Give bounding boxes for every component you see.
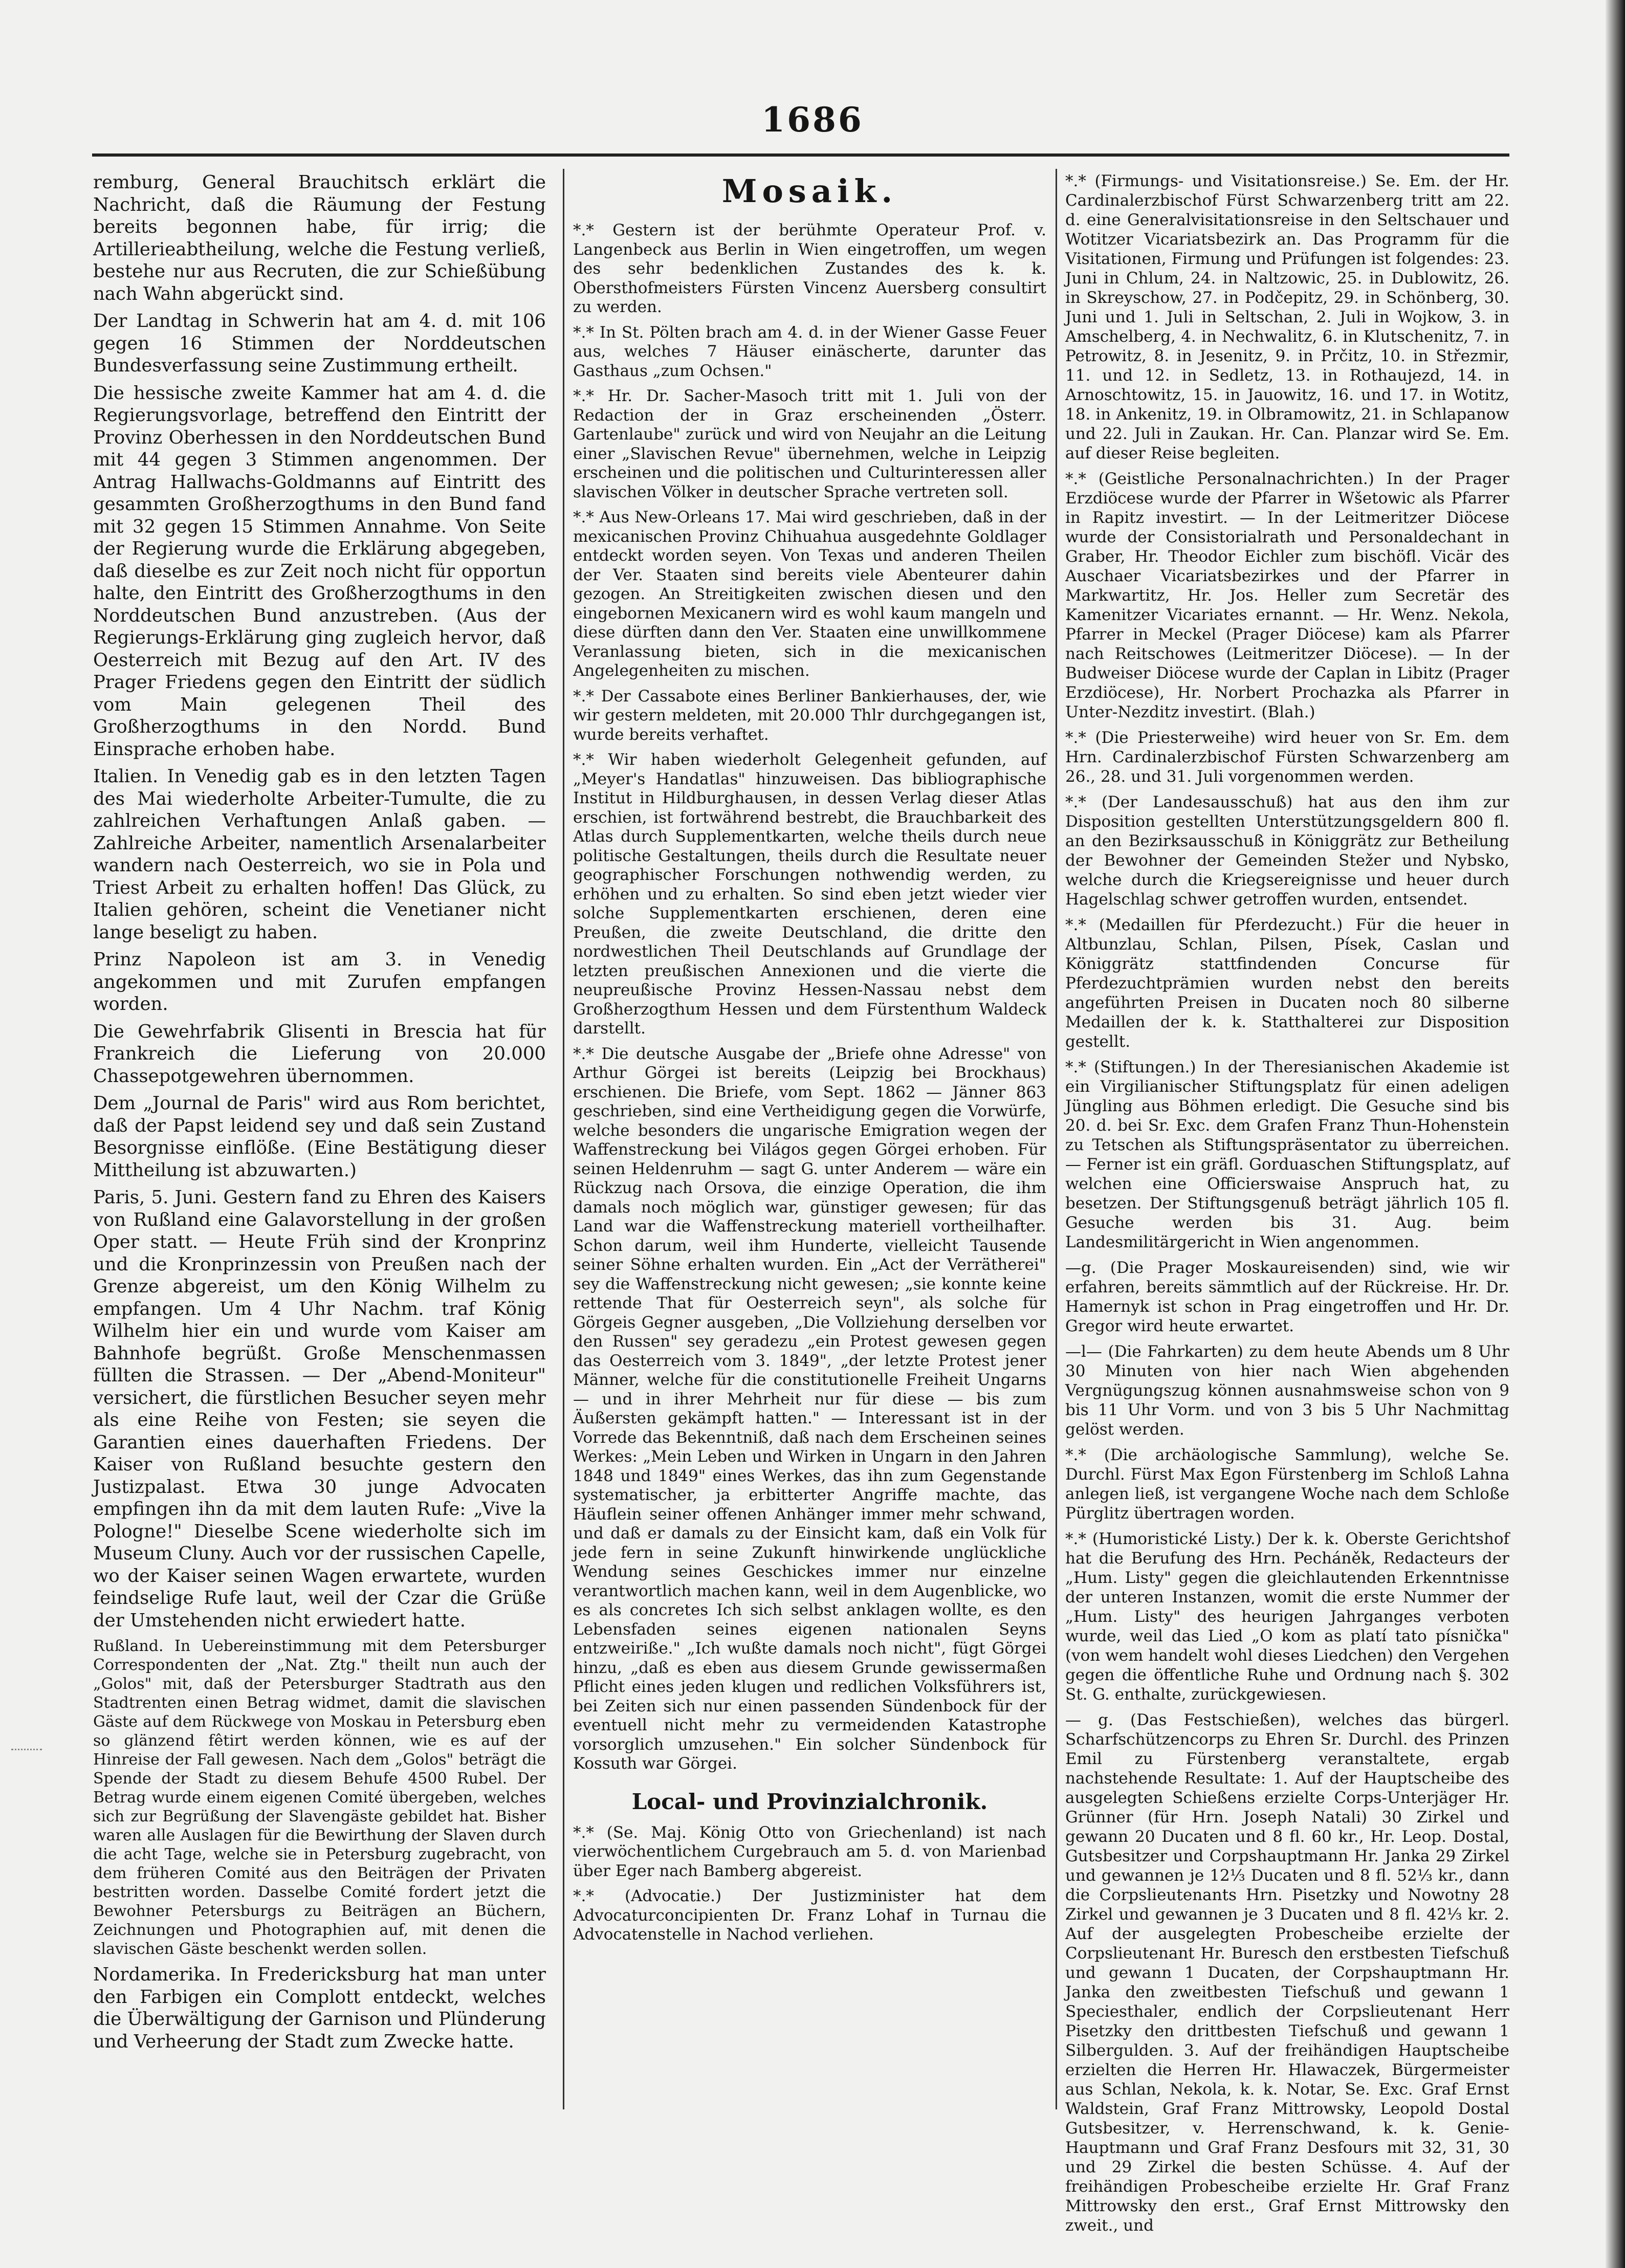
news-item: — g. (Das Festschießen), welches das bürgerl. Scharfschützencorps zu Ehren Sr. Durchl. des Prinzen Emil zu Fürstenberg veranstaltete, ergab nachstehende Resultate: 1. Auf der Hauptscheibe des ausgelegten Schießens erzielte Corps-Unterjäger Hr. Grünner (für Hrn. Joseph Natali) 30 Zirkel und gewann 20 Ducaten und 8 fl. 60 kr., Hr. Leop. Dostal, Gutsbesitzer und Corpshauptmann Hr. Janka 29 Zirkel und gewannen je 12⅓ Ducaten und 8 fl. 52⅓ kr., dann die Corpslieutenants Hrn. Pisetzky und Nowotny 28 Zirkel und gewannen je 3 Ducaten und 8 fl. 42⅓ kr. 2. Auf der ausgelegten Probescheibe erzielte der Corpslieutenant Hr. Buresch den erstbesten Tiefschuß und gewann 1 Ducaten, der Corpshauptmann Hr. Janka den zweitbesten Tiefschuß und gewann 1 Speciesthaler, endlich der Corpslieutenant Herr Pisetzky den drittbesten Tiefschuß und gewann 1 Silbergulden. 3. Auf der freihändigen Hauptscheibe erzielten die Herren Hr. Hlawaczek, Bürgermeister aus Schlan, Nekola, k. k. Notar, Se. Exc. Graf Ernst Waldstein, Graf Franz Mittrowsky, Leopold Dostal Gutsbesitzer, v. Herrenschwand, k. k. Genie-Hauptmann und Graf Franz Desfours mit 32, 31, 30 und 29 Zirkel die besten Schüsse. 4. Auf der freihändigen Probescheibe erzielte Hr. Graf Franz Mittrowsky den erst., Graf Ernst Mittrowsky den zweit., und bbox=[1065, 1711, 1509, 2235]
paragraph: Die Gewehrfabrik Glisenti in Brescia hat für Frankreich die Lieferung von 20.000 Chassepotgewehren übernommen. bbox=[93, 1021, 546, 1087]
paragraph: Die hessische zweite Kammer hat am 4. d. die Regierungsvorlage, betreffend den Eintritt der Provinz Oberhessen in den Norddeutschen Bund mit 44 gegen 3 Stimmen angenommen. Der Antrag Hallwachs-Goldmanns auf Eintritt des gesammten Großherzogthums in den Bund fand mit 32 gegen 15 Stimmen Annahme. Von Seite der Regierung wurde die Erklärung abgegeben, daß dieselbe es zur Zeit noch nicht für opportun halte, den Eintritt des Großherzogthums in den Norddeutschen Bund anzustreben. (Aus der Regierungs-Erklärung ging zugleich hervor, daß Oesterreich mit Bezug auf den Art. IV des Prager Friedens gegen den Eintritt der südlich vom Main gelegenen Theil des Großherzogthums in den Nordd. Bund Einsprache erhoben habe. bbox=[93, 382, 546, 760]
page-edge-shadow bbox=[1606, 0, 1625, 2268]
paragraph: Paris, 5. Juni. Gestern fand zu Ehren des Kaisers von Rußland eine Galavorstellung in der großen Oper statt. — Heute Früh sind der Kronprinz und die Kronprinzessin von Preußen nach der Grenze abgereist, um den König Wilhelm zu empfangen. Um 4 Uhr Nachm. traf König Wilhelm hier ein und wurde vom Kaiser am Bahnhofe begrüßt. Große Menschenmassen füllten die Strassen. — Der „Abend-Moniteur" versichert, die fürstlichen Besucher seyen mehr als eine Reihe von Festen; sie seyen die Garantien eines dauerhaften Friedens. Der Kaiser von Rußland besuchte gestern den Justizpalast. Etwa 30 junge Advocaten empfingen ihn da mit dem lauten Rufe: „Vive la Pologne!" Dieselbe Scene wiederholte sich im Museum Cluny. Auch vor der russischen Capelle, wo der Kaiser seinen Wagen erwartete, wurden feindselige Rufe laut, weil der Czar die Grüße der Umstehenden nicht erwiedert hatte. bbox=[93, 1187, 546, 1631]
section-title-chronicle: Local- und Provinzialchronik. bbox=[631, 1789, 988, 1814]
news-item: *.* (Die Priesterweihe) wird heuer von Sr. Em. dem Hrn. Cardinalerzbischof Fürsten Schwarzenberg am 26., 28. und 31. Juli vorgenommen werden. bbox=[1065, 729, 1509, 786]
news-item: *.* Gestern ist der berühmte Operateur Prof. v. Langenbeck aus Berlin in Wien eingetroffen, um wegen des sehr bedenklichen Zustandes des k. k. Obersthofmeisters Fürsten Vincenz Auersberg consultirt zu werden. bbox=[573, 221, 1046, 316]
news-item: *.* (Die archäologische Sammlung), welche Se. Durchl. Fürst Max Egon Fürstenberg im Schloß Lahna anlegen ließ, ist vergangene Woche nach dem Schloße Pürglitz übertragen worden. bbox=[1065, 1446, 1509, 1523]
paragraph-russia: Rußland. In Uebereinstimmung mit dem Petersburger Correspondenten der „Nat. Ztg." theilt nun auch der „Golos" mit, daß der Petersburger Stadtrath aus den Stadtrenten einen Betrag widmet, damit die slavischen Gäste auf dem Rückwege von Moskau in Petersburg eben so glänzend fêtirt werden können, wie es auf der Hinreise der Fall gewesen. Nach dem „Golos" beträgt die Spende der Stadt zu diesem Behufe 4500 Rubel. Der Betrag wurde einem eigenen Comité übergeben, welches sich zur Begrüßung der Slavengäste gebildet hat. Bisher waren alle Auslagen für die Bewirthung der Slaven durch die acht Tage, welche sie in Petersburg zugebracht, von dem früheren Comité aus den Beiträgen der Privaten bestritten worden. Dasselbe Comité fordert jetzt die Bewohner Petersburgs zu Beiträgen an Büchern, Zeichnungen und Photographien auf, mit denen die slavischen Gäste beschenkt werden sollen. bbox=[93, 1637, 546, 1958]
news-item: —l— (Die Fahrkarten) zu dem heute Abends um 8 Uhr 30 Minuten von hier nach Wien abgehenden Vergnügungszug können ausnahmsweise schon von 9 bis 11 Uhr Vorm. und von 3 bis 5 Uhr Nachmittag gelöst werden. bbox=[1065, 1342, 1509, 1439]
middle-column bbox=[573, 171, 1046, 2115]
news-item: *.* (Medaillen für Pferdezucht.) Für die heuer in Altbunzlau, Schlan, Pilsen, Písek, Caslan und Königgrätz stattfindenden Concurse für Pferdezuchtprämien wurden nebst den bereits angeführten Preisen in Ducaten noch 80 silberne Medaillen der k. k. Statthalterei zur Disposition gestellt. bbox=[1065, 916, 1509, 1051]
margin-mark bbox=[11, 1749, 42, 1750]
news-item: *.* (Geistliche Personalnachrichten.) In der Prager Erzdiöcese wurde der Pfarrer in Wšetowic als Pfarrer in Rapitz investirt. — In der Leitmeritzer Diöcese wurde der Consistorialrath und Personaldechant in Graber, Hr. Theodor Eichler zum bischöfl. Vicär des Auschaer Vicariatsbezirkes und der Pfarrer in Markwartitz, Hr. Jos. Heller zum Secretär des Kamenitzer Vicariates ernannt. — Hr. Wenz. Nekola, Pfarrer in Meckel (Prager Diöcese) kam als Pfarrer nach Reitschowes (Leitmeritzer Diöcese). — In der Budweiser Diöcese wurde der Caplan in Libitz (Prager Erzdiöcese), Hr. Norbert Prochazka als Pfarrer in Unter-Nezditz investirt. (Blah.) bbox=[1065, 470, 1509, 721]
news-item: *.* (Firmungs- und Visitationsreise.) Se. Em. der Hr. Cardinalerzbischof Fürst Schwarzenberg tritt am 22. d. eine Generalvisitationsreise in den Seltschauer und Wotitzer Vicariatsbezirk an. Das Programm für die Visitationen, Firmung und Prüfungen ist folgendes: 23. Juni in Chlum, 24. in Naltzowic, 25. in Dublowitz, 26. in Skreyschow, 27. in Podčepitz, 29. in Schönberg, 30. Juni und 1. Juli in Seltschan, 2. Juli in Wojkow, 3. in Amschelberg, 4. in Nechwalitz, 6. in Klutschenitz, 7. in Petrowitz, 8. in Jesenitz, 9. in Prčitz, 10. in Střezmir, 11. und 12. in Sedletz, 13. in Rothaujezd, 14. in Arnoschtowitz, 15. in Jauowitz, 16. und 17. in Wotitz, 18. in Ankenitz, 19. in Olbramowitz, 21. in Schlapanow und 22. Juli in Zaukan. Hr. Can. Planzar wird Se. Em. auf dieser Reise begleiten. bbox=[1065, 172, 1509, 463]
column-divider-left bbox=[563, 169, 564, 2109]
chronicle-item: *.* (Advocatie.) Der Justizminister hat dem Advocaturconcipienten Dr. Franz Lohaf in Turnau die Advocatenstelle in Nachod verliehen. bbox=[573, 1887, 1046, 1944]
header-rule bbox=[92, 153, 1509, 157]
paragraph: Der Landtag in Schwerin hat am 4. d. mit 106 gegen 16 Stimmen der Norddeutschen Bundesverfassung seine Zustimmung ertheilt. bbox=[93, 311, 546, 376]
left-column bbox=[93, 171, 546, 2115]
paragraph: Italien. In Venedig gab es in den letzten Tagen des Mai wiederholte Arbeiter-Tumulte, die zu zahlreichen Verhaftungen Anlaß gaben. — Zahlreiche Arbeiter, namentlich Arsenalarbeiter wandern nach Oesterreich, wo sie in Pola und Triest Arbeit zu erhalten hoffen! Das Glück, zu Italien gehören, scheint die Venetianer nicht lange beseligt zu haben. bbox=[93, 766, 546, 943]
paragraph: Dem „Journal de Paris" wird aus Rom berichtet, daß der Papst leidend sey und daß sein Zustand Besorgnisse einflöße. (Eine Bestätigung dieser Mittheilung ist abzuwarten.) bbox=[93, 1093, 546, 1181]
news-item: *.* (Humoristické Listy.) Der k. k. Oberste Gerichtshof hat die Berufung des Hrn. Pecháněk, Redacteurs der „Hum. Listy" gegen die gleichlautenden Erkenntnisse der unteren Instanzen, womit die erste Nummer der „Hum. Listy" des heurigen Jahrganges verboten wurde, weil das Lied „O kom as platí tato písnička" (von wem handelt wohl dieses Liedchen) den Vergehen gegen die öffentliche Ruhe und Ordnung nach §. 302 St. G. enthalte, zurückgewiesen. bbox=[1065, 1530, 1509, 1704]
column-divider-right bbox=[1056, 169, 1057, 2109]
paragraph: Prinz Napoleon ist am 3. in Venedig angekommen und mit Zurufen empfangen worden. bbox=[93, 949, 546, 1015]
news-item: *.* Der Cassabote eines Berliner Bankierhauses, der, wie wir gestern meldeten, mit 20.000 Thlr durchgegangen ist, wurde bereits verhaftet. bbox=[573, 687, 1046, 744]
news-item: *.* (Stiftungen.) In der Theresianischen Akademie ist ein Virgilianischer Stiftungsplatz für einen adeligen Jüngling aus Böhmen erledigt. Die Gesuche sind bis 20. d. bei Sr. Exc. dem Grafen Franz Thun-Hohenstein zu Tetschen als Stiftungspräsentator zu überreichen. — Ferner ist ein gräfl. Gorduaschen Stiftungsplatz, auf welchen eine Officierswaise Anspruch hat, zu besetzen. Der Stiftungsgenuß beträgt jährlich 105 fl. Gesuche werden bis 31. Aug. beim Landesmilitärgericht in Wien angenommen. bbox=[1065, 1058, 1509, 1251]
news-item: *.* In St. Pölten brach am 4. d. in der Wiener Gasse Feuer aus, welches 7 Häuser einäscherte, darunter das Gasthaus „zum Ochsen." bbox=[573, 323, 1046, 380]
news-item: *.* (Der Landesausschuß) hat aus den ihm zur Disposition gestellten Unterstützungsgeldern 800 fl. an den Bezirksausschuß in Königgrätz zur Betheilung der Bewohner der Gemeinden Stežer und Nybsko, welche durch die Kriegsereignisse und heuer durch Hagelschlag schwer getroffen wurden, entsendet. bbox=[1065, 793, 1509, 909]
news-item: *.* Hr. Dr. Sacher-Masoch tritt mit 1. Juli von der Redaction der in Graz erscheinenden „Österr. Gartenlaube" zurück und wird von Neujahr an die Leitung einer „Slavischen Revue" übernehmen, welche in Leipzig erscheinen und die politischen und Culturinteressen aller slavischen Völker in deutscher Sprache vertreten soll. bbox=[573, 387, 1046, 501]
section-title-mosaik: Mosaik. bbox=[721, 172, 898, 210]
news-item: *.* Die deutsche Ausgabe der „Briefe ohne Adresse" von Arthur Görgei ist bereits (Leipzig bei Brockhaus) erschienen. Die Briefe, vom Sept. 1862 — Jänner 863 geschrieben, sind eine Vertheidigung gegen die Vorwürfe, welche besonders die ungarische Emigration wegen der Waffenstreckung bei Világos gegen Görgei erhoben. Für seinen Heldenruhm — sagt G. unter Anderem — wäre ein Rückzug nach Orsova, die einzige Operation, die ihm damals noch möglich war, günstiger gewesen; für das Land war die Waffenstreckung materiell vortheilhafter. Schon darum, weil ihm Hunderte, vielleicht Tausende seiner Söhne erhalten wurden. Ein „Act der Verrätherei" sey die Waffenstreckung nicht gewesen; „sie konnte keine rettende That für Oesterreich seyn", als solche für Görgeis Gegner ausgeben, „Die Vollziehung derselben vor den Russen" sey geradezu „ein Protest gewesen gegen das Oesterreich vom 3. 1849", „der letzte Protest jener Männer, welche für die constitutionelle Freiheit Ungarns — und in ihrer Mehrheit nur für diese — bis zum Äußersten gekämpft hatten." — Interessant ist in der Vorrede das Bekenntniß, daß nach dem Erscheinen seines Werkes: „Mein Leben und Wirken in Ungarn in den Jahren 1848 und 1849" eines Werkes, das ihn zum Gegenstande systematischer, ja erbitterter Angriffe machte, das Häuflein seiner offenen Anhänger immer mehr schwand, und daß er damals zu der Einsicht kam, daß ein Volk für jede fern in seine Zukunft hinwirkende unglückliche Wendung seines Geschickes immer nur einzelne verantwortlich machen kann, weil in dem Augenblicke, wo es als concretes Ich sich selbst anklagen wollte, es den Lebensfaden seines eigenen nationalen Seyns entzweiriße." „Ich wußte damals noch nicht", fügt Görgei hinzu, „daß es eben aus diesem Grunde gewissermaßen Pflicht eines jeden klugen und redlichen Volksführers ist, bei Zeiten sich nur einen passenden Sündenbock für der eventuell nicht mehr zu vermeidenden Katastrophe vorsorglich umzusehen." Ein solcher Sündenbock für Kossuth war Görgei. bbox=[573, 1044, 1046, 1773]
news-item: *.* Wir haben wiederholt Gelegenheit gefunden, auf „Meyer's Handatlas" hinzuweisen. Das bibliographische Institut in Hildburghausen, in dessen Verlag dieser Atlas erschien, ist fortwährend bestrebt, die Brauchbarkeit des Atlas durch Supplementkarten, welche theils durch neue politische Gestaltungen, theils durch die Resultate neuer geographischer Forschungen nothwendig werden, zu erhöhen und zu erhalten. So sind eben jetzt wieder vier solche Supplementkarten erschienen, deren eine Preußen, die zweite Deutschland, die dritte den nordwestlichen Theil Deutschlands auf Grundlage der letzten preußischen Annexionen und die vierte die neupreußische Provinz Hessen-Nassau nebst dem Großherzogthum Hessen und dem Fürstenthum Waldeck darstellt. bbox=[573, 751, 1046, 1038]
paragraph: remburg, General Brauchitsch erklärt die Nachricht, daß die Räumung der Festung bereits begonnen habe, für irrig; die Artillerieabtheilung, welche die Festung verließ, bestehe nur aus Recruten, die zur Schießübung nach Wahn abgerückt sind. bbox=[93, 172, 546, 304]
right-column bbox=[1065, 171, 1509, 2235]
chronicle-item: *.* (Se. Maj. König Otto von Griechenland) ist nach vierwöchentlichem Curgebrauch am 5. d. von Marienbad über Eger nach Bamberg abgereist. bbox=[573, 1823, 1046, 1880]
paragraph-north-america: Nordamerika. In Fredericksburg hat man unter den Farbigen ein Complott entdeckt, welches die Überwältigung der Garnison und Plünderung und Verheerung der Stadt zum Zwecke hatte. bbox=[93, 1964, 546, 2052]
news-item: —g. (Die Prager Moskaureisenden) sind, wie wir erfahren, bereits sämmtlich auf der Rückreise. Hr. Dr. Hamernyk ist schon in Prag eingetroffen und Hr. Dr. Gregor wird heute erwartet. bbox=[1065, 1259, 1509, 1335]
news-item: *.* Aus New-Orleans 17. Mai wird geschrieben, daß in der mexicanischen Provinz Chihuahua ausgedehnte Goldlager entdeckt worden seyen. Von Texas und anderen Theilen der Ver. Staaten sind bereits viele Abenteurer dahin gezogen. An Streitigkeiten zwischen diesen und den eingebornen Mexicanern wird es wohl kaum mangeln und diese dürften dann den Ver. Staaten eine unwillkommene Veranlassung bieten, sich in die mexicanischen Angelegenheiten zu mischen. bbox=[573, 508, 1046, 680]
page-number: 1686 bbox=[761, 100, 864, 140]
